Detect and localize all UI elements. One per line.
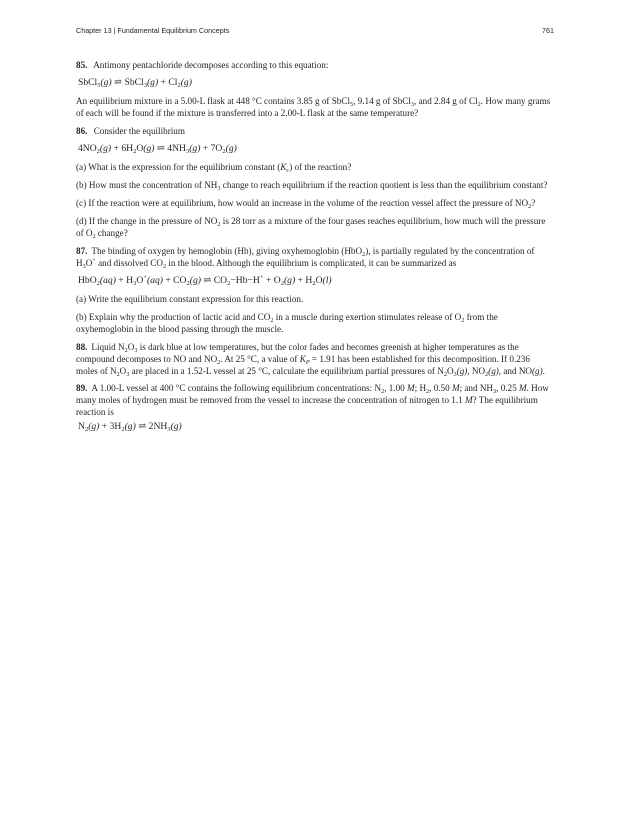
equation-89: $N_2(g) + 3H_2(g)$ ⇌ $2NH_3(g)$ bbox=[78, 421, 182, 433]
equation-85: SbCl$_5$(g) ⇌ SbCl$_3$(g) + $Cl_2(g)$ bbox=[78, 77, 192, 89]
problem-number: 86. bbox=[76, 126, 88, 136]
problem-85-body: An equilibrium mixture in a 5.00-L flask at 448 °C contains 3.85 g of SbCl$_5$, 9.14 g of SbCl$_3$, and 2.84 g of $Cl_2$. How many grams of each will be found if the mixture is transferred into a 2.00-L flask at the same temperature? bbox=[76, 96, 551, 118]
problem-number: 89. bbox=[76, 383, 88, 393]
problem-86 bbox=[76, 125, 552, 137]
problem-87-part-b: (b) Explain why the production of lactic acid and $CO_2$ in a muscle during exertion stimulates release of $O_2$ from the oxyhemoglobin in the blood passing through the muscle. bbox=[76, 312, 498, 334]
problem-intro: Antimony pentachloride decomposes according to this equation: bbox=[93, 60, 329, 70]
problem-86-part-c: (c) If the reaction were at equilibrium, how would an increase in the volume of the reaction vessel affect the pressure of $NO_2$? bbox=[76, 198, 536, 210]
problem-86-part-d: (d) If the change in the pressure of $NO_2$ is 28 torr as a mixture of the four gases reaches equilibrium, how much will the pressure of $O_2$ change? bbox=[76, 216, 546, 240]
problems-list bbox=[76, 59, 552, 439]
problem-89: 89. A 1.00-L vessel at 400 °C contains the following equilibrium concentrations: $N_2$, 1.00 M; $H_2$, 0.50 M; and $NH_3$, 0.25 M. How many moles of hydrogen must be removed from the vessel to increase the concentration of nitrogen to 1.1 M? The equilibrium reaction is bbox=[76, 383, 549, 417]
problem-86-part-a: (a) What is the expression for the equilibrium constant $(K_c)$ of the reaction? bbox=[76, 162, 352, 174]
page-number: 761 bbox=[542, 26, 554, 35]
page-header bbox=[76, 26, 554, 35]
problem-87-part-a: (a) Write the equilibrium constant expression for this reaction. bbox=[76, 294, 304, 304]
problem-number: 85. bbox=[76, 60, 88, 70]
problem-85 bbox=[76, 59, 552, 71]
problem-87: 87. The binding of oxygen by hemoglobin (Hb), giving oxyhemoglobin (HbO$_2$), is partially regulated by the concentration of $H_3O^+$ and dissolved $CO_2$ in the blood. Although the equilibrium is complicated, it can be summarized as bbox=[76, 246, 535, 270]
equation-87: $HbO_2(aq) + H_3O^+(aq) + CO_2(g)$ ⇌ $CO_2-Hb-H^+ + O_2(g) + H_2O(l)$ bbox=[78, 274, 332, 287]
problem-88: 88. Liquid $N_2O_3$ is dark blue at low temperatures, but the color fades and becomes greenish at higher temperatures as the compound decomposes to NO and $NO_2$. At 25 °C, a value of $K_P = 1.91$ has been established for this decomposition. If 0.236 moles of $N_2O_3$ are placed in a 1.52-L vessel at 25 °C, calculate the equilibrium partial pressures of $N_2O_3(g)$, $NO_2(g)$, and NO(g). bbox=[76, 342, 545, 378]
problem-number: 87. bbox=[76, 246, 88, 256]
problem-86-part-b: (b) How must the concentration of $NH_3$ change to reach equilibrium if the reaction quotient is less than the equilibrium constant? bbox=[76, 180, 548, 192]
problem-number: 88. bbox=[76, 342, 88, 352]
equation-86: $4NO_2(g) + 6H_2O(g)$ ⇌ $4NH_3(g) + 7O_2(g)$ bbox=[78, 143, 237, 155]
chapter-title: Chapter 13 | Fundamental Equilibrium Concepts bbox=[76, 26, 230, 35]
problem-intro: Consider the equilibrium bbox=[93, 126, 185, 136]
